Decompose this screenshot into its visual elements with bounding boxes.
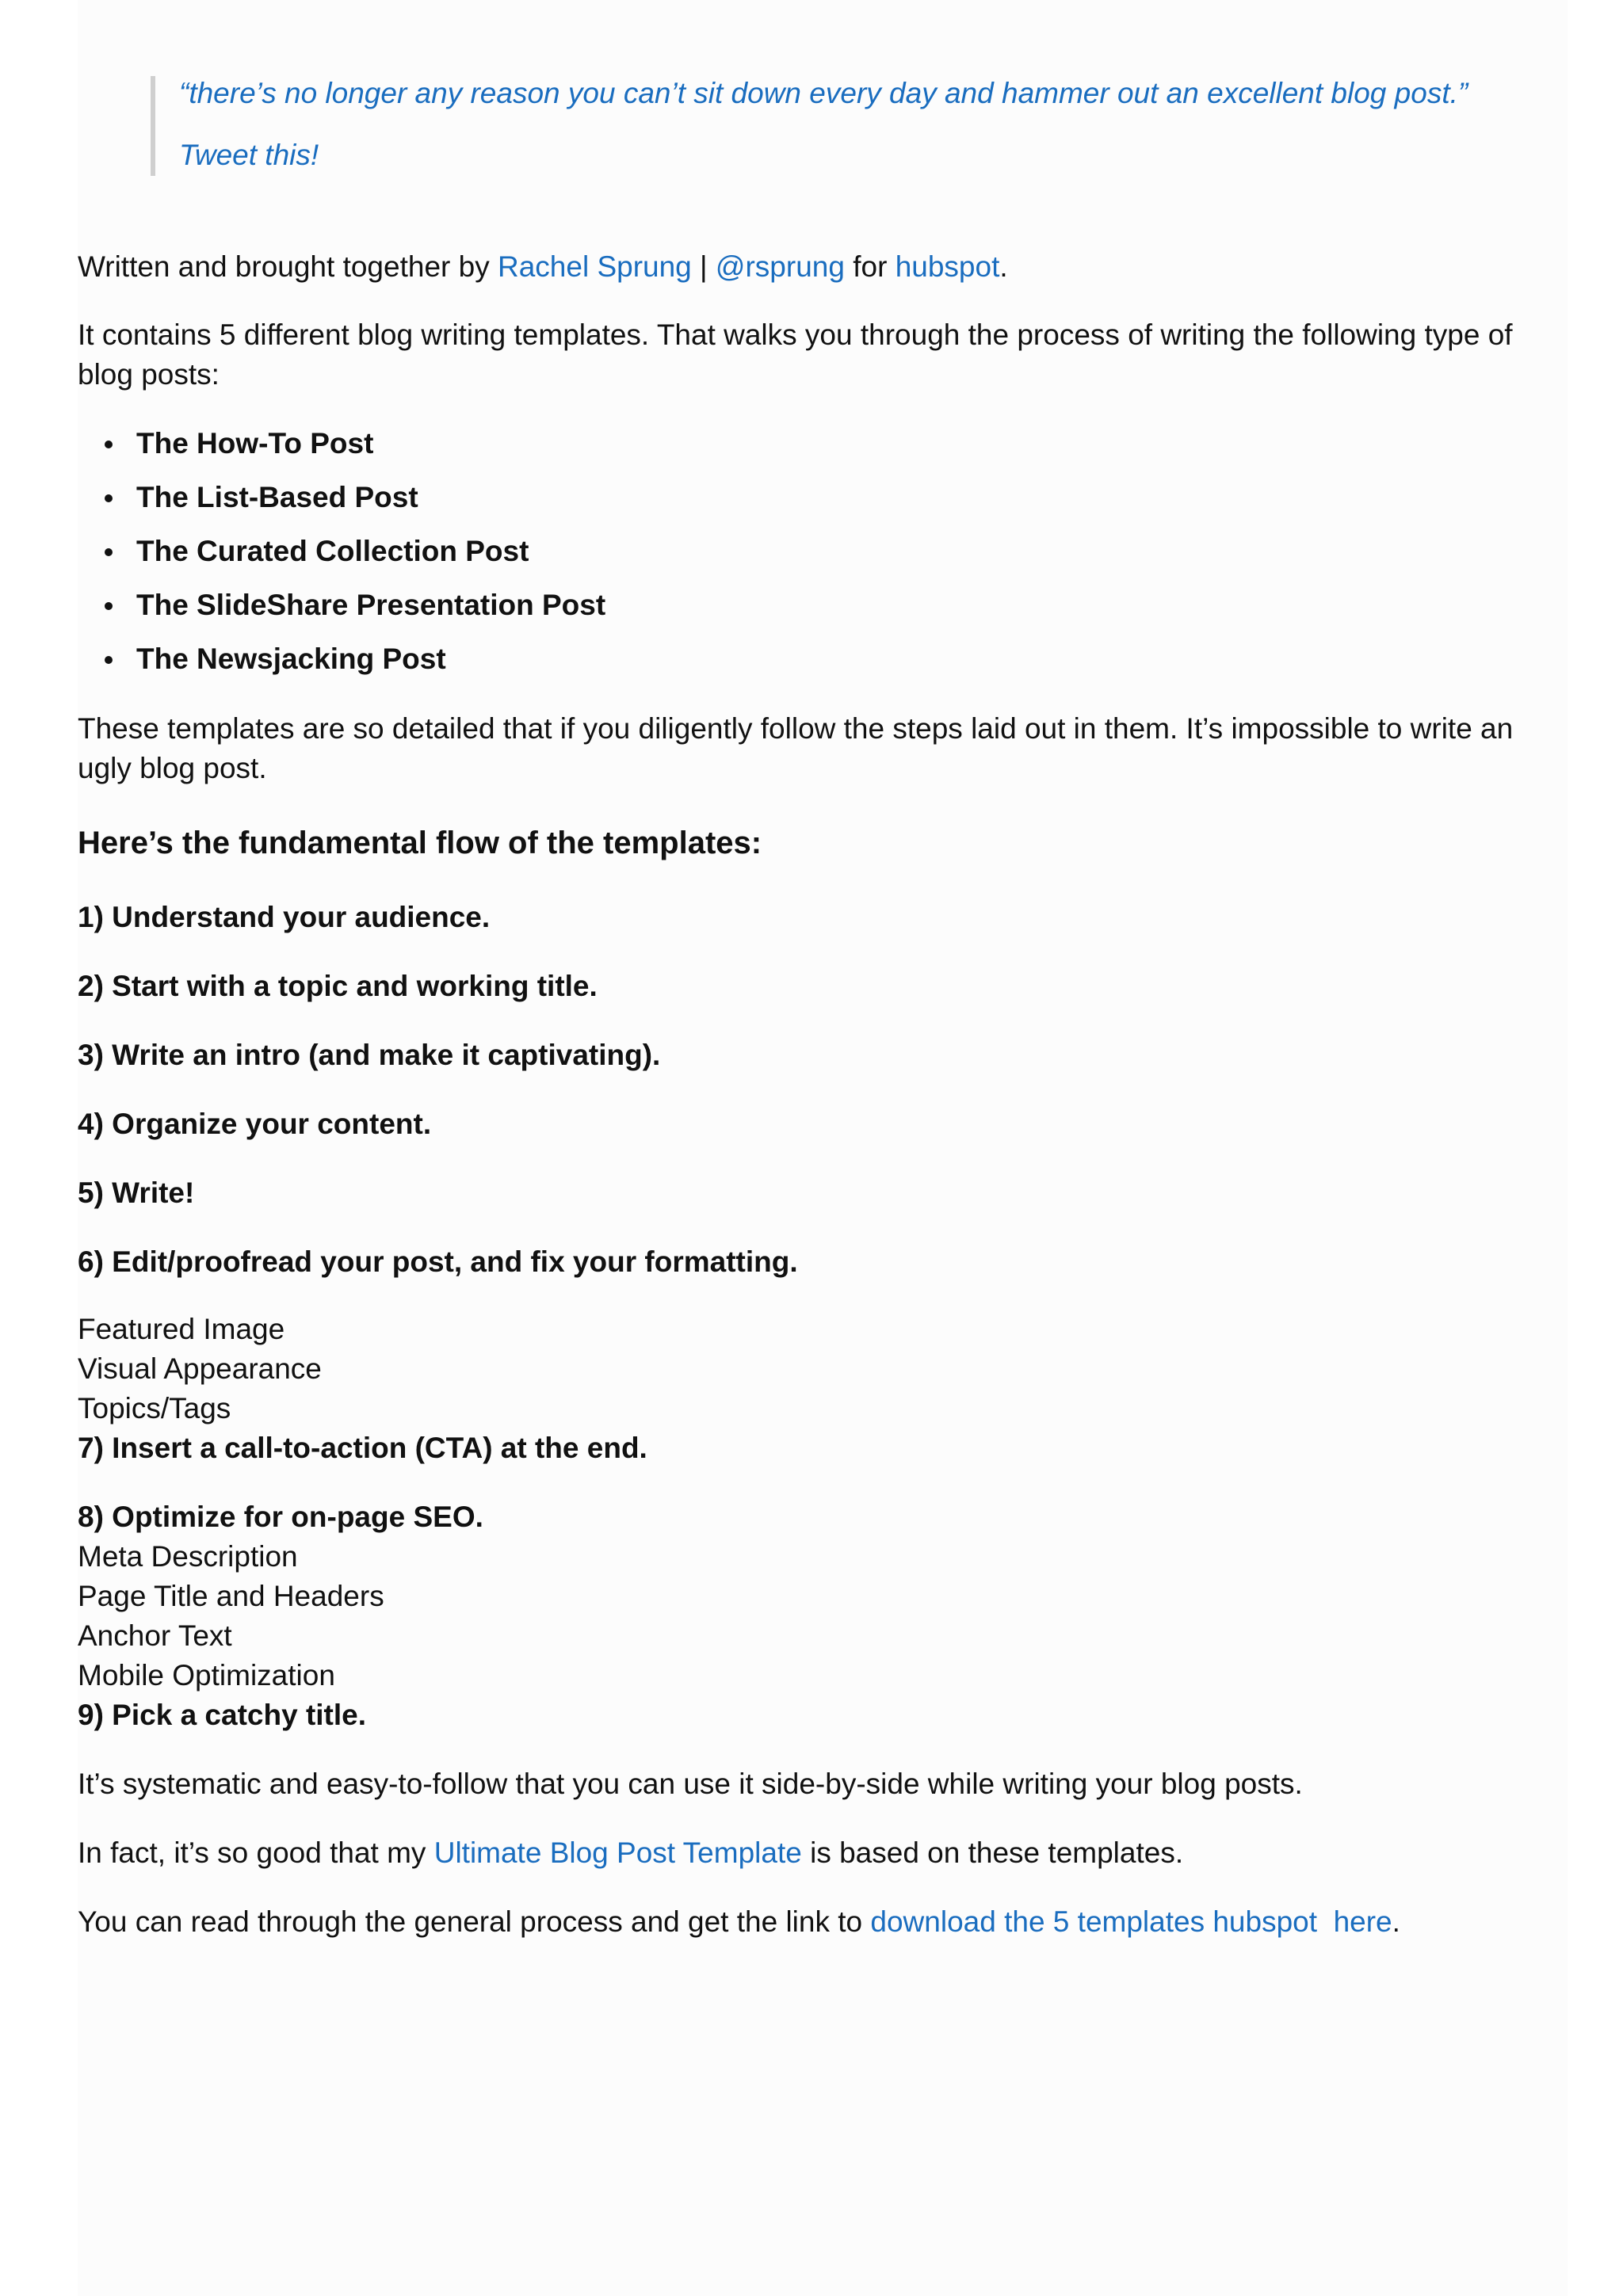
tweet-this-link[interactable]: Tweet this!: [179, 139, 319, 171]
blockquote: [151, 76, 1498, 176]
step-8-sub-item: Meta Description: [78, 1540, 298, 1573]
byline-end: .: [999, 250, 1008, 283]
step-8-sub-item: Anchor Text: [78, 1619, 232, 1652]
list-item: The List-Based Post: [78, 478, 605, 532]
detail-line-1: These templates are so detailed that if you diligently follow the steps laid out in them. It’s impossible to write an: [78, 712, 1514, 745]
list-item: The Newsjacking Post: [78, 639, 605, 693]
flow-heading: Here’s the fundamental flow of the templates:: [78, 826, 762, 860]
step-4: 4) Organize your content.: [78, 1108, 432, 1140]
quote-text: “there’s no longer any reason you can’t sit down every day and hammer out an excellent blog post.”: [179, 77, 1468, 109]
step-6: 6) Edit/proofread your post, and fix your formatting.: [78, 1245, 798, 1278]
step-8: 8) Optimize for on-page SEO.: [78, 1501, 483, 1533]
byline: [78, 247, 1008, 287]
step-3: 3) Write an intro (and make it captivating).: [78, 1039, 661, 1071]
list-item: The SlideShare Presentation Post: [78, 585, 605, 639]
step-9: 9) Pick a catchy title.: [78, 1699, 367, 1731]
step-5: 5) Write!: [78, 1177, 195, 1209]
download-end: .: [1392, 1905, 1400, 1938]
step-6-sub-item: Featured Image: [78, 1313, 285, 1345]
in-fact-paragraph: [78, 1833, 1183, 1873]
step-7: 7) Insert a call-to-action (CTA) at the end.: [78, 1432, 647, 1464]
step-1: 1) Understand your audience.: [78, 901, 491, 933]
intro-line-1: It contains 5 different blog writing templates. That walks you through the process of writing the following type of: [78, 318, 1513, 351]
detail-line-2: ugly blog post.: [78, 752, 267, 784]
ultimate-template-link[interactable]: Ultimate Blog Post Template: [433, 1836, 802, 1869]
handle-link[interactable]: @rsprung: [715, 250, 845, 283]
download-templates-link[interactable]: download the 5 templates hubspot here: [870, 1905, 1392, 1938]
in-fact-suffix: is based on these templates.: [801, 1836, 1184, 1869]
step-6-sub-item: Topics/Tags: [78, 1392, 231, 1425]
byline-prefix: Written and brought together by: [78, 250, 498, 283]
author-link[interactable]: Rachel Sprung: [497, 250, 692, 283]
byline-separator: |: [691, 250, 716, 283]
download-prefix: You can read through the general process and get the link to: [78, 1905, 871, 1938]
step-8-sub-item: Mobile Optimization: [78, 1659, 335, 1691]
step-6-sub-item: Visual Appearance: [78, 1352, 322, 1385]
list-item: The How-To Post: [78, 424, 605, 478]
download-paragraph: [78, 1902, 1400, 1942]
step-2: 2) Start with a topic and working title.: [78, 970, 598, 1002]
byline-for: for: [844, 250, 896, 283]
templates-list: [78, 424, 605, 693]
step-8-sub-item: Page Title and Headers: [78, 1580, 384, 1612]
hubspot-link[interactable]: hubspot: [895, 250, 1000, 283]
intro-line-2: blog posts:: [78, 358, 220, 391]
in-fact-prefix: In fact, it’s so good that my: [78, 1836, 434, 1869]
list-item: The Curated Collection Post: [78, 532, 605, 585]
systematic-paragraph: It’s systematic and easy-to-follow that you can use it side-by-side while writing your blog posts.: [78, 1768, 1303, 1800]
